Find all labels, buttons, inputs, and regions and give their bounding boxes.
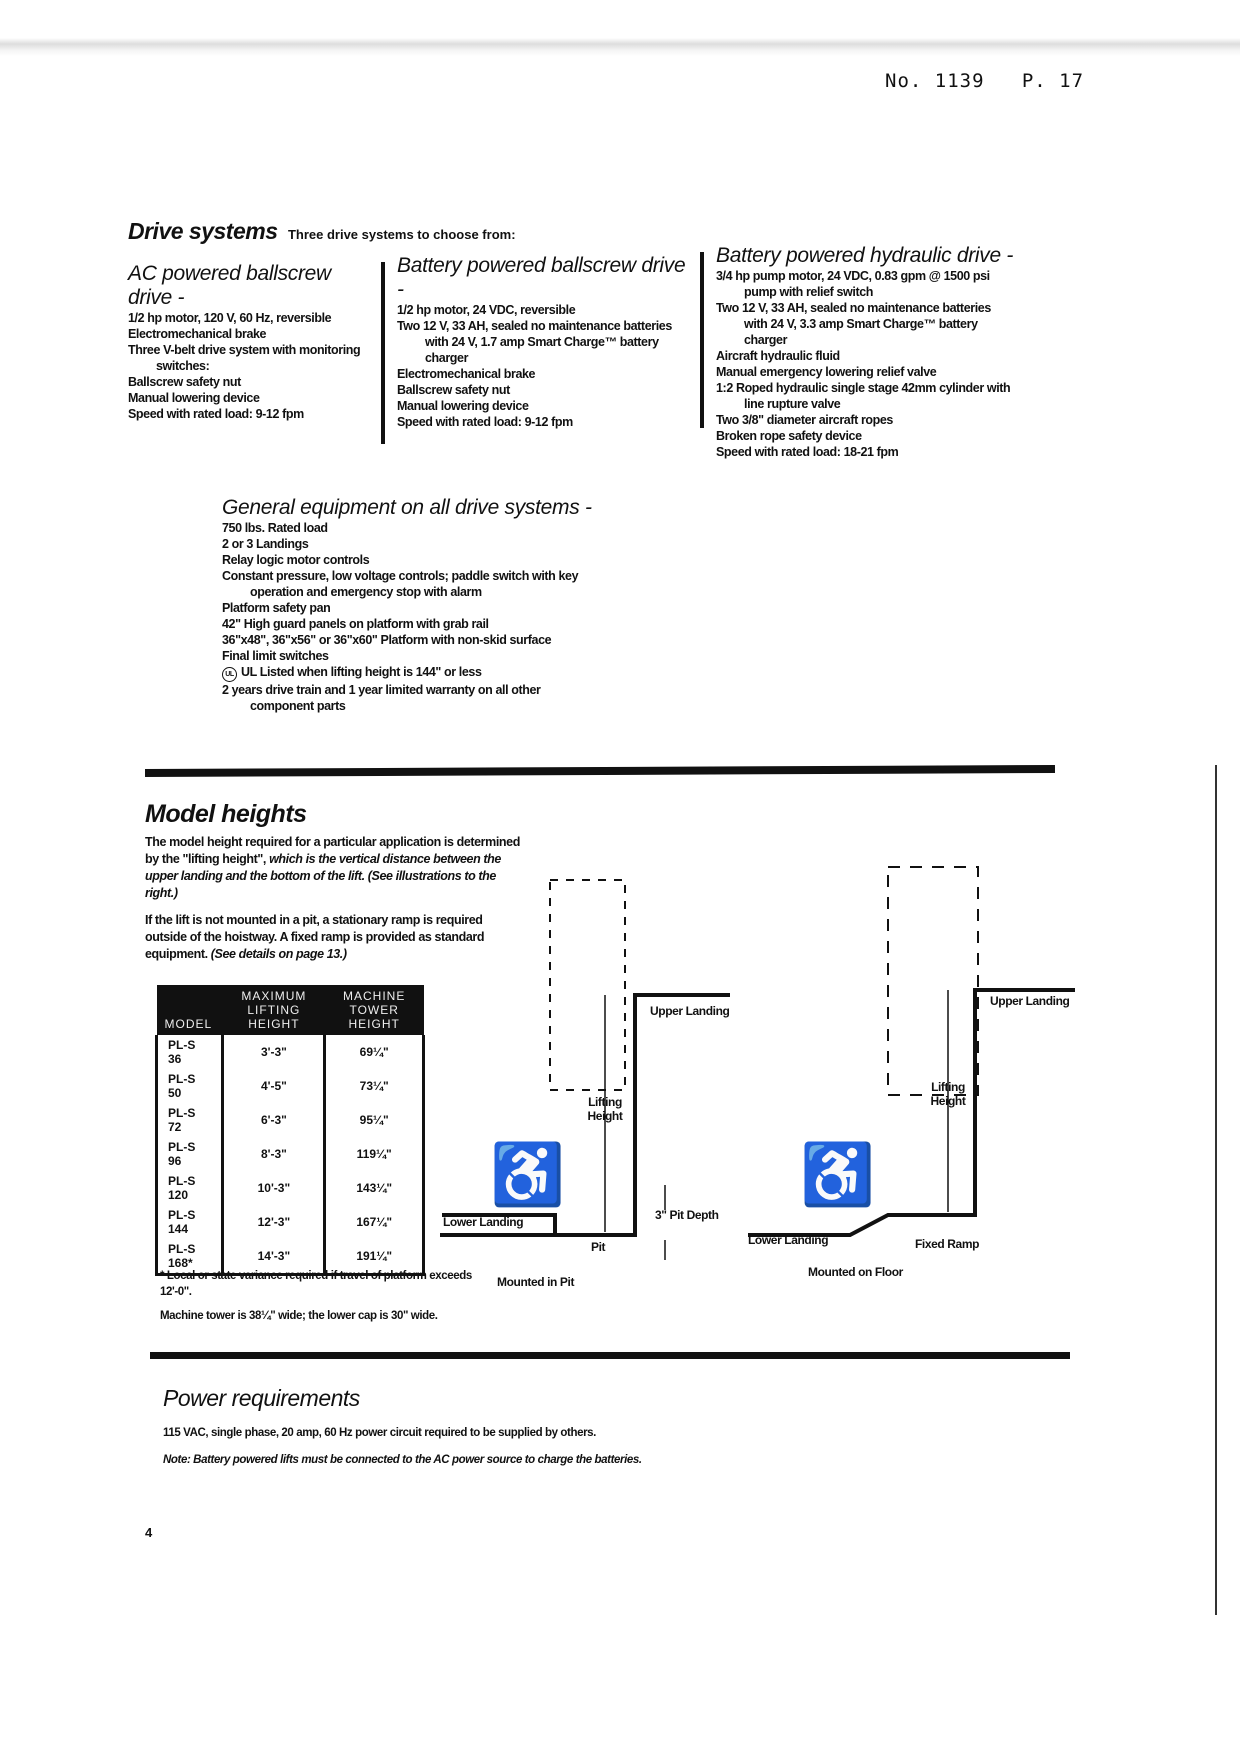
general-equipment-block <box>222 496 602 714</box>
list-item: Constant pressure, low voltage controls; paddle switch with key <box>222 569 579 583</box>
list-item: line rupture valve <box>744 397 841 411</box>
intro-text-italic: which is the vertical distance between the upper landing and the bottom of the lift. (See illustrations to the right.) <box>145 852 501 900</box>
lower-landing-label: Lower Landing <box>748 1233 829 1247</box>
list-item: 2 or 3 Landings <box>222 537 309 551</box>
list-item: Final limit switches <box>222 649 329 663</box>
lift-tower-outline <box>550 880 625 1090</box>
ul-logo-icon: UL <box>222 667 237 682</box>
list-item: switches: <box>156 359 210 373</box>
intro-text: The model height required for a particular application is determined by the "lifting height", <box>145 835 520 866</box>
list-item: Speed with rated load: 9-12 fpm <box>128 407 304 421</box>
list-item: Manual lowering device <box>128 391 260 405</box>
floor-outline <box>748 990 1075 1235</box>
fax-number: No. 1139 <box>885 70 985 92</box>
section-divider <box>145 765 1055 777</box>
model-cell: PL-S 168* <box>157 1239 223 1275</box>
wheelchair-icon: ♿ <box>800 1141 875 1208</box>
page-number: 4 <box>145 1525 153 1540</box>
tower-height-cell: 167¼" <box>325 1205 424 1239</box>
list-item: Broken rope safety device <box>716 429 862 443</box>
list-item: 36"x48", 36"x56" or 36"x60" Platform with non-skid surface <box>222 633 552 647</box>
list-item: Speed with rated load: 9-12 fpm <box>397 415 573 429</box>
list-item: Speed with rated load: 18-21 fpm <box>716 445 899 459</box>
lifting-height-label: Lifting Height <box>930 1080 966 1108</box>
section-subtitle: Three drive systems to choose from: <box>287 227 516 242</box>
list-item: 1/2 hp motor, 120 V, 60 Hz, reversible <box>128 311 332 325</box>
table-row <box>157 1205 424 1239</box>
power-text: 115 VAC, single phase, 20 amp, 60 Hz power circuit required to be supplied by others. <box>163 1427 596 1439</box>
tower-height-cell: 69¼" <box>325 1035 424 1069</box>
list-item: Three V-belt drive system with monitoring <box>128 343 361 357</box>
fax-header <box>885 70 1084 92</box>
scan-band <box>0 38 1240 56</box>
list-item: 1:2 Roped hydraulic single stage 42mm cylinder with <box>716 381 1011 395</box>
table-row <box>157 1137 424 1171</box>
column-header: MACHINE TOWER HEIGHT <box>325 985 424 1035</box>
list-item: Manual lowering device <box>397 399 529 413</box>
block-title: Battery powered ballscrew drive - <box>397 254 686 301</box>
list-item: Ballscrew safety nut <box>128 375 241 389</box>
list-item: 3/4 hp pump motor, 24 VDC, 0.83 gpm @ 1500 psi <box>716 269 990 283</box>
lifting-height-cell: 8'-3" <box>223 1137 325 1171</box>
footnote: Machine tower is 38¼" wide; the lower cap is 30" wide. <box>160 1310 438 1322</box>
table-footnotes <box>160 1268 490 1324</box>
block-title: AC powered ballscrew drive - <box>128 262 331 309</box>
tower-height-cell: 191¼" <box>325 1239 424 1275</box>
list-item: with 24 V, 3.3 amp Smart Charge™ battery <box>744 317 978 331</box>
list-item: Aircraft hydraulic fluid <box>716 349 840 363</box>
tower-height-cell: 73¼" <box>325 1069 424 1103</box>
battery-drive-block <box>397 254 697 430</box>
list-item: operation and emergency stop with alarm <box>250 585 482 599</box>
model-cell: PL-S 120 <box>157 1171 223 1205</box>
lifting-height-cell: 10'-3" <box>223 1171 325 1205</box>
upper-landing-label: Upper Landing <box>650 1004 730 1018</box>
tower-height-cell: 143¼" <box>325 1171 424 1205</box>
tower-height-cell: 95¼" <box>325 1103 424 1137</box>
pit-depth-label: 3" Pit Depth <box>655 1208 719 1222</box>
table-row <box>157 1103 424 1137</box>
ac-drive-block <box>128 262 378 422</box>
list-item: pump with relief switch <box>744 285 874 299</box>
block-title: Battery powered hydraulic drive - <box>716 244 1014 267</box>
column-header: MAXIMUM LIFTING HEIGHT <box>223 985 325 1035</box>
fixed-ramp-label: Fixed Ramp <box>915 1237 980 1251</box>
footnote: * Local or state variance required if travel of platform exceeds 12'-0". <box>160 1270 472 1298</box>
list-item: Ballscrew safety nut <box>397 383 510 397</box>
list-item: Two 12 V, 33 AH, sealed no maintenance batteries <box>716 301 991 315</box>
model-cell: PL-S 36 <box>157 1035 223 1069</box>
ramp-text: If the lift is not mounted in a pit, a stationary ramp is required outside of the hoistway. A fixed ramp is provided as standard equipment. <box>145 913 485 961</box>
power-note: Note: Battery powered lifts must be connected to the AC power source to charge the batteries. <box>163 1454 642 1466</box>
list-item: 2 years drive train and 1 year limited warranty on all other <box>222 683 541 697</box>
table-row <box>157 1171 424 1205</box>
tower-height-cell: 119¼" <box>325 1137 424 1171</box>
mounted-in-pit-diagram <box>440 860 740 1260</box>
list-item: 750 lbs. Rated load <box>222 521 328 535</box>
scan-edge-line <box>1215 765 1217 1615</box>
column-divider <box>700 252 704 428</box>
upper-landing-label: Upper Landing <box>990 994 1070 1008</box>
table-row <box>157 1069 424 1103</box>
hydraulic-drive-block <box>716 244 1036 460</box>
drive-systems-heading <box>128 218 516 245</box>
lift-tower-outline <box>888 867 978 1095</box>
column-header: MODEL <box>157 985 223 1035</box>
model-cell: PL-S 72 <box>157 1103 223 1137</box>
pit-label: Pit <box>591 1240 606 1254</box>
lifting-height-cell: 4'-5" <box>223 1069 325 1103</box>
list-item: Manual emergency lowering relief valve <box>716 365 937 379</box>
wheelchair-icon: ♿ <box>490 1141 565 1208</box>
list-item: 42" High guard panels on platform with grab rail <box>222 617 489 631</box>
power-text-block <box>163 1425 783 1469</box>
section-divider <box>150 1352 1070 1359</box>
column-divider <box>381 262 385 444</box>
model-cell: PL-S 144 <box>157 1205 223 1239</box>
list-item: Electromechanical brake <box>128 327 267 341</box>
block-title: General equipment on all drive systems - <box>222 496 592 519</box>
table-row <box>157 1035 424 1069</box>
lower-landing-label: Lower Landing <box>443 1215 524 1229</box>
lifting-height-cell: 12'-3" <box>223 1205 325 1239</box>
section-title: Drive systems <box>128 218 278 244</box>
list-item: charger <box>744 333 788 347</box>
list-item: Two 12 V, 33 AH, sealed no maintenance batteries <box>397 319 672 333</box>
power-requirements-title: Power requirements <box>163 1385 360 1411</box>
ramp-reference: (See details on page 13.) <box>210 947 347 961</box>
list-item: component parts <box>250 699 346 713</box>
list-item: 1/2 hp motor, 24 VDC, reversible <box>397 303 576 317</box>
mounted-on-floor-diagram <box>740 860 1080 1260</box>
model-heights-table <box>155 985 425 1276</box>
list-item: Relay logic motor controls <box>222 553 370 567</box>
diagram-caption: Mounted on Floor <box>808 1265 903 1279</box>
list-item: UL Listed when lifting height is 144" or less <box>241 665 482 679</box>
lifting-height-label: Lifting Height <box>587 1095 623 1123</box>
model-cell: PL-S 96 <box>157 1137 223 1171</box>
fax-page: P. 17 <box>1021 70 1085 92</box>
list-item: Platform safety pan <box>222 601 331 615</box>
model-heights-title: Model heights <box>145 800 307 828</box>
lifting-height-cell: 14'-3" <box>223 1239 325 1275</box>
list-item: charger <box>425 351 469 365</box>
lifting-height-cell: 3'-3" <box>223 1035 325 1069</box>
list-item: with 24 V, 1.7 amp Smart Charge™ battery <box>425 335 659 349</box>
list-item: Electromechanical brake <box>397 367 536 381</box>
diagram-caption: Mounted in Pit <box>497 1275 575 1289</box>
model-cell: PL-S 50 <box>157 1069 223 1103</box>
list-item: Two 3/8" diameter aircraft ropes <box>716 413 893 427</box>
lifting-height-cell: 6'-3" <box>223 1103 325 1137</box>
